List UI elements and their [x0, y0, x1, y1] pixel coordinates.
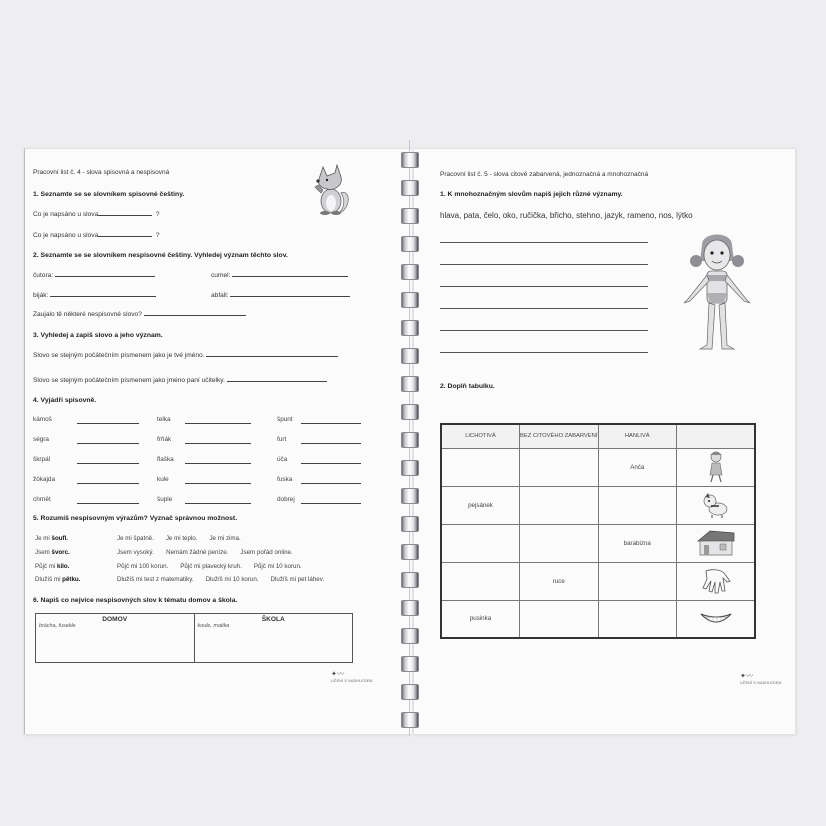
coil-ring [401, 600, 419, 616]
vocab-word: škrpál [33, 456, 51, 463]
answer-line[interactable] [440, 330, 648, 331]
q5-row: Je mi šoufl. Je mi špatně. Je mi teplo. Je mi zima. [35, 535, 241, 542]
q3-line-2: Slovo se stejným počátečním písmenem jako jméno paní učitelky. [33, 377, 327, 384]
vocab-word: šuple [157, 496, 173, 503]
answer-blank[interactable] [55, 276, 155, 277]
vocab-word: kámoš [33, 416, 52, 423]
q5-row: Dlužíš mi pětku. Dlužíš mi test z matematiky. Dlužíš mi 10 korun. Dlužíš mi pet láhev. [35, 576, 325, 583]
answer-line[interactable] [185, 463, 251, 464]
answer-line[interactable] [77, 503, 139, 504]
q5-heading: 5. Rozumíš nespisovným výrazům? Vyznač správnou možnost. [33, 515, 238, 522]
logo-mark-icon: ✦〰 [740, 673, 754, 680]
q3-line-1: Slovo se stejným počátečním písmenem jako je tvé jméno. [33, 352, 338, 359]
answer-blank[interactable] [232, 276, 348, 277]
q5-option[interactable]: Jsem vysoký. [117, 549, 155, 556]
left-page [24, 148, 412, 734]
answer-line[interactable] [301, 463, 361, 464]
coil-ring [401, 656, 419, 672]
answer-line[interactable] [185, 423, 251, 424]
answer-line[interactable] [185, 503, 251, 504]
table-cell[interactable] [598, 600, 677, 638]
vocab-word: chrnět [33, 496, 51, 503]
q1-heading: 1. K mnohoznačným slovům napiš jejich různé významy. [440, 191, 623, 198]
coil-ring [401, 320, 419, 336]
q5-option[interactable]: Půjč mi 10 korun. [253, 563, 302, 570]
house-picture [677, 524, 756, 562]
answer-line[interactable] [185, 443, 251, 444]
q2-heading: 2. Seznamte se se slovníkem nespisovné češtiny. Vyhledej význam těchto slov. [33, 252, 288, 259]
answer-blank[interactable] [50, 296, 156, 297]
q4-heading: 4. Vyjádři spisovně. [33, 397, 97, 404]
coil-ring [401, 292, 419, 308]
publisher-logo: ✦〰 UČENÍ S NADHLEDEM [740, 673, 782, 685]
table-row [441, 524, 755, 562]
answer-line[interactable] [77, 463, 139, 464]
table-cell[interactable]: pusinka [441, 600, 520, 638]
q5-row: Jsem švorc. Jsem vysoký. Nemám žádné peníze. Jsem pořád online. [35, 549, 293, 556]
table-cell[interactable]: barabizna [598, 524, 677, 562]
q5-option[interactable]: Půjč mi 100 korun. [117, 563, 169, 570]
dog-picture [677, 486, 756, 524]
answer-blank[interactable] [227, 381, 327, 382]
publisher-logo: ✦〰 UČENÍ S NADHLEDEM [331, 671, 373, 683]
right-page [414, 148, 796, 734]
vocab-word: fuska [277, 476, 293, 483]
answer-line[interactable] [185, 483, 251, 484]
page-title: Pracovní list č. 5 - slova citově zabarvená, jednoznačná a mnohoznačná [440, 171, 649, 178]
girl-body-illustration [680, 231, 754, 353]
q2-word-bijak: biják: [33, 292, 156, 299]
page-title: Pracovní list č. 4 - slova spisovná a nespisovná [33, 169, 170, 176]
coil-ring [401, 348, 419, 364]
q5-option[interactable]: Je mi špatně. [117, 535, 154, 542]
answer-line[interactable] [440, 308, 648, 309]
girl-picture [677, 448, 756, 486]
header-lichotiva: LICHOTIVÁ [441, 424, 520, 448]
vocab-word: kule [157, 476, 169, 483]
coil-ring [401, 628, 419, 644]
answer-line[interactable] [301, 443, 361, 444]
q1-heading: 1. Seznamte se se slovníkem spisovné češtiny. [33, 191, 185, 198]
answer-line[interactable] [301, 503, 361, 504]
domov-skola-table [35, 613, 353, 663]
answer-blank[interactable] [230, 296, 350, 297]
answer-blank[interactable] [144, 315, 246, 316]
header-picture [677, 424, 756, 448]
q5-option[interactable]: Jsem pořád online. [240, 549, 293, 556]
table-row [441, 448, 755, 486]
coil-ring [401, 264, 419, 280]
coil-ring [401, 376, 419, 392]
q2-word-abfall: abfall: [211, 292, 350, 299]
logo-mark-icon: ✦〰 [331, 671, 345, 678]
coil-ring [401, 544, 419, 560]
table-cell[interactable]: pejsánek [441, 486, 520, 524]
q5-option[interactable]: Dlužíš mi 10 korun. [205, 576, 259, 583]
skola-column[interactable]: ŠKOLA koule, matika [194, 614, 353, 662]
header-hanliva: HANLIVÁ [598, 424, 677, 448]
answer-line[interactable] [301, 423, 361, 424]
table-cell[interactable] [441, 524, 520, 562]
vocab-word: úča [277, 456, 288, 463]
q2-heading: 2. Doplň tabulku. [440, 383, 495, 390]
vocab-word: frňák [157, 436, 172, 443]
q3-heading: 3. Vyhledej a zapiš slovo a jeho význam. [33, 332, 163, 339]
table-cell[interactable] [520, 448, 599, 486]
answer-blank[interactable] [206, 356, 338, 357]
coil-ring [401, 460, 419, 476]
q5-option[interactable]: Dlužíš mi test z matematiky. [117, 576, 194, 583]
answer-line[interactable] [440, 264, 648, 265]
vocab-word: dobrej [277, 496, 295, 503]
coil-ring [401, 516, 419, 532]
coil-ring [401, 152, 419, 168]
header-bez-citoveho: BEZ CITOVÉHO ZABARVENÍ [520, 424, 599, 448]
table-row [441, 486, 755, 524]
spiral-binding [399, 140, 421, 740]
table-row [441, 562, 755, 600]
domov-column[interactable]: DOMOV brácha, fusekle [39, 616, 128, 629]
q1-line-1: Co je napsáno u slova ? [33, 211, 160, 218]
vocab-word: telka [157, 416, 171, 423]
coil-ring [401, 712, 419, 728]
answer-line[interactable] [440, 286, 648, 287]
mouth-picture [677, 600, 756, 638]
q5-option[interactable]: Dlužíš mi pet láhev. [270, 576, 325, 583]
table-cell[interactable] [598, 562, 677, 600]
coil-ring [401, 488, 419, 504]
q2-word-cutora: čutora: [33, 272, 155, 279]
answer-line[interactable] [440, 352, 648, 353]
table-cell[interactable]: Anča [598, 448, 677, 486]
table-cell[interactable] [441, 448, 520, 486]
answer-blank[interactable] [98, 236, 152, 237]
q5-option[interactable]: Půjč mi plavecký kruh. [180, 563, 242, 570]
table-cell[interactable] [520, 600, 599, 638]
q2-question: Zaujalo tě některé nespisovné slovo? [33, 311, 246, 318]
coil-ring [401, 236, 419, 252]
q5-option[interactable]: Nemám žádné peníze. [166, 549, 229, 556]
vocab-word: ségra [33, 436, 49, 443]
coil-ring [401, 404, 419, 420]
fox-illustration [311, 163, 351, 217]
polysemous-words: hlava, pata, čelo, oko, ručička, břicho, stehno, jazyk, rameno, nos, lýtko [440, 211, 693, 220]
answer-line[interactable] [440, 242, 648, 243]
q5-option[interactable]: Je mi teplo. [165, 535, 198, 542]
q6-heading: 6. Napiš co nejvíce nespisovných slov k tématu domov a škola. [33, 597, 238, 604]
answer-line[interactable] [77, 423, 139, 424]
table-cell[interactable]: ruce [520, 562, 599, 600]
q2-word-cumel: cumel: [211, 272, 348, 279]
answer-line[interactable] [77, 443, 139, 444]
hand-picture [677, 562, 756, 600]
vocab-word: furt [277, 436, 287, 443]
coil-ring [401, 684, 419, 700]
emotion-table [440, 423, 756, 639]
vocab-word: špunt [277, 416, 293, 423]
table-cell[interactable] [441, 562, 520, 600]
vocab-word: flaška [157, 456, 174, 463]
q5-option[interactable]: Je mi zima. [209, 535, 241, 542]
answer-line[interactable] [77, 483, 139, 484]
answer-blank[interactable] [98, 215, 152, 216]
coil-ring [401, 432, 419, 448]
table-row [441, 600, 755, 638]
coil-ring [401, 180, 419, 196]
table-cell[interactable] [520, 524, 599, 562]
coil-ring [401, 572, 419, 588]
table-cell[interactable] [598, 486, 677, 524]
q1-line-2: Co je napsáno u slova ? [33, 232, 160, 239]
q5-row: Půjč mi kilo. Půjč mi 100 korun. Půjč mi plavecký kruh. Půjč mi 10 korun. [35, 563, 302, 570]
answer-line[interactable] [301, 483, 361, 484]
table-cell[interactable] [520, 486, 599, 524]
coil-ring [401, 208, 419, 224]
vocab-word: žókajda [33, 476, 56, 483]
